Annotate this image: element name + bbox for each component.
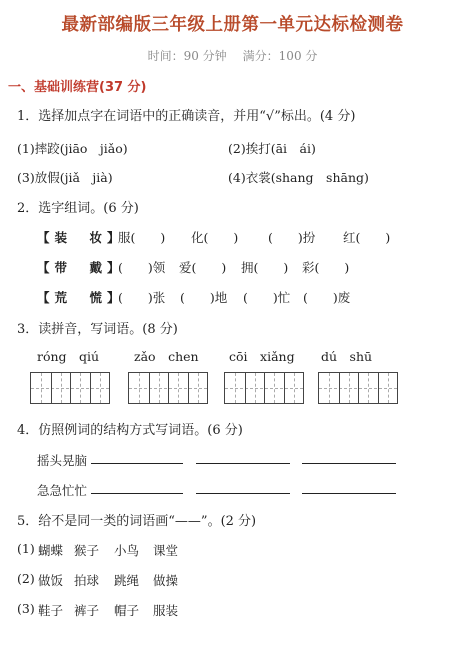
writing-grid[interactable] [30, 372, 110, 404]
q5-word[interactable]: 服装 [153, 603, 179, 618]
q5-word[interactable]: 裤子 [74, 603, 100, 618]
q5-word[interactable]: 小鸟 [114, 543, 140, 558]
q2-row-label: 【带 戴】 [37, 260, 125, 275]
q5-word[interactable]: 跳绳 [114, 573, 140, 588]
q5-word[interactable]: 课堂 [153, 543, 179, 558]
question-3-prompt: 3．读拼音，写词语。(8 分) [17, 322, 178, 337]
pinyin-label: zǎo chen [134, 349, 199, 364]
time-limit: 时间：90 分钟 [147, 49, 227, 63]
q1-item: (4)衣裳(shang shāng) [228, 170, 369, 185]
writing-grid[interactable] [128, 372, 208, 404]
question-5-prompt: 5．给不是同一类的词语画“——”。(2 分) [17, 514, 257, 529]
q5-word[interactable]: 猴子 [74, 543, 100, 558]
q5-word[interactable]: 鞋子 [38, 603, 64, 618]
q2-blank-word[interactable]: 爱( ) [179, 260, 227, 275]
pinyin-label: dú shū [321, 349, 373, 364]
q2-row-label: 【装 妆】 [37, 230, 125, 245]
example-word: 摇头晃脑 [37, 453, 88, 468]
example-word: 急急忙忙 [37, 483, 88, 498]
q1-item: (1)摔跤(jiāo jiǎo) [17, 141, 128, 156]
q5-item-number: (2) [17, 571, 35, 586]
q5-word[interactable]: 做操 [153, 573, 179, 588]
q2-row-label: 【荒 慌】 [37, 290, 125, 305]
answer-line[interactable] [302, 493, 396, 494]
q2-blank-word[interactable]: ( )扮 [268, 230, 316, 245]
q2-blank-word[interactable]: 服( ) [118, 230, 166, 245]
q1-item: (3)放假(jiǎ jià) [17, 170, 113, 185]
exam-info [0, 47, 465, 64]
q2-blank-word[interactable]: ( )废 [303, 290, 351, 305]
q5-item-number: (1) [17, 541, 35, 556]
q1-item: (2)挨打(āi ái) [228, 141, 316, 156]
question-2-prompt: 2．选字组词。(6 分) [17, 201, 139, 216]
q2-blank-word[interactable]: 化( ) [191, 230, 239, 245]
section-title: 一、基础训练营(37 分) [8, 80, 147, 95]
q5-item-number: (3) [17, 601, 35, 616]
q2-blank-word[interactable]: 彩( ) [302, 260, 350, 275]
answer-line[interactable] [196, 463, 290, 464]
answer-line[interactable] [91, 493, 183, 494]
answer-line[interactable] [91, 463, 183, 464]
page-title: 最新部编版三年级上册第一单元达标检测卷 [61, 15, 404, 35]
question-4-prompt: 4．仿照例词的结构方式写词语。(6 分) [17, 423, 243, 438]
q2-blank-word[interactable]: ( )张 [118, 290, 166, 305]
pinyin-label: róng qiú [37, 349, 100, 364]
q2-blank-word[interactable]: 红( ) [343, 230, 391, 245]
writing-grid[interactable] [318, 372, 398, 404]
q5-word[interactable]: 拍球 [74, 573, 100, 588]
pinyin-label: cōi xiǎng [229, 349, 295, 364]
answer-line[interactable] [302, 463, 396, 464]
q2-blank-word[interactable]: 拥( ) [241, 260, 289, 275]
q5-word[interactable]: 做饭 [38, 573, 64, 588]
full-score: 满分：100 分 [242, 49, 318, 63]
writing-grid[interactable] [224, 372, 304, 404]
q2-blank-word[interactable]: ( )忙 [243, 290, 291, 305]
q5-word[interactable]: 帽子 [114, 603, 140, 618]
answer-line[interactable] [196, 493, 290, 494]
q5-word[interactable]: 蝴蝶 [38, 543, 64, 558]
question-1-prompt: 1．选择加点字在词语中的正确读音，并用“√”标出。(4 分) [17, 109, 356, 124]
q2-blank-word[interactable]: ( )领 [118, 260, 166, 275]
q2-blank-word[interactable]: ( )地 [180, 290, 228, 305]
